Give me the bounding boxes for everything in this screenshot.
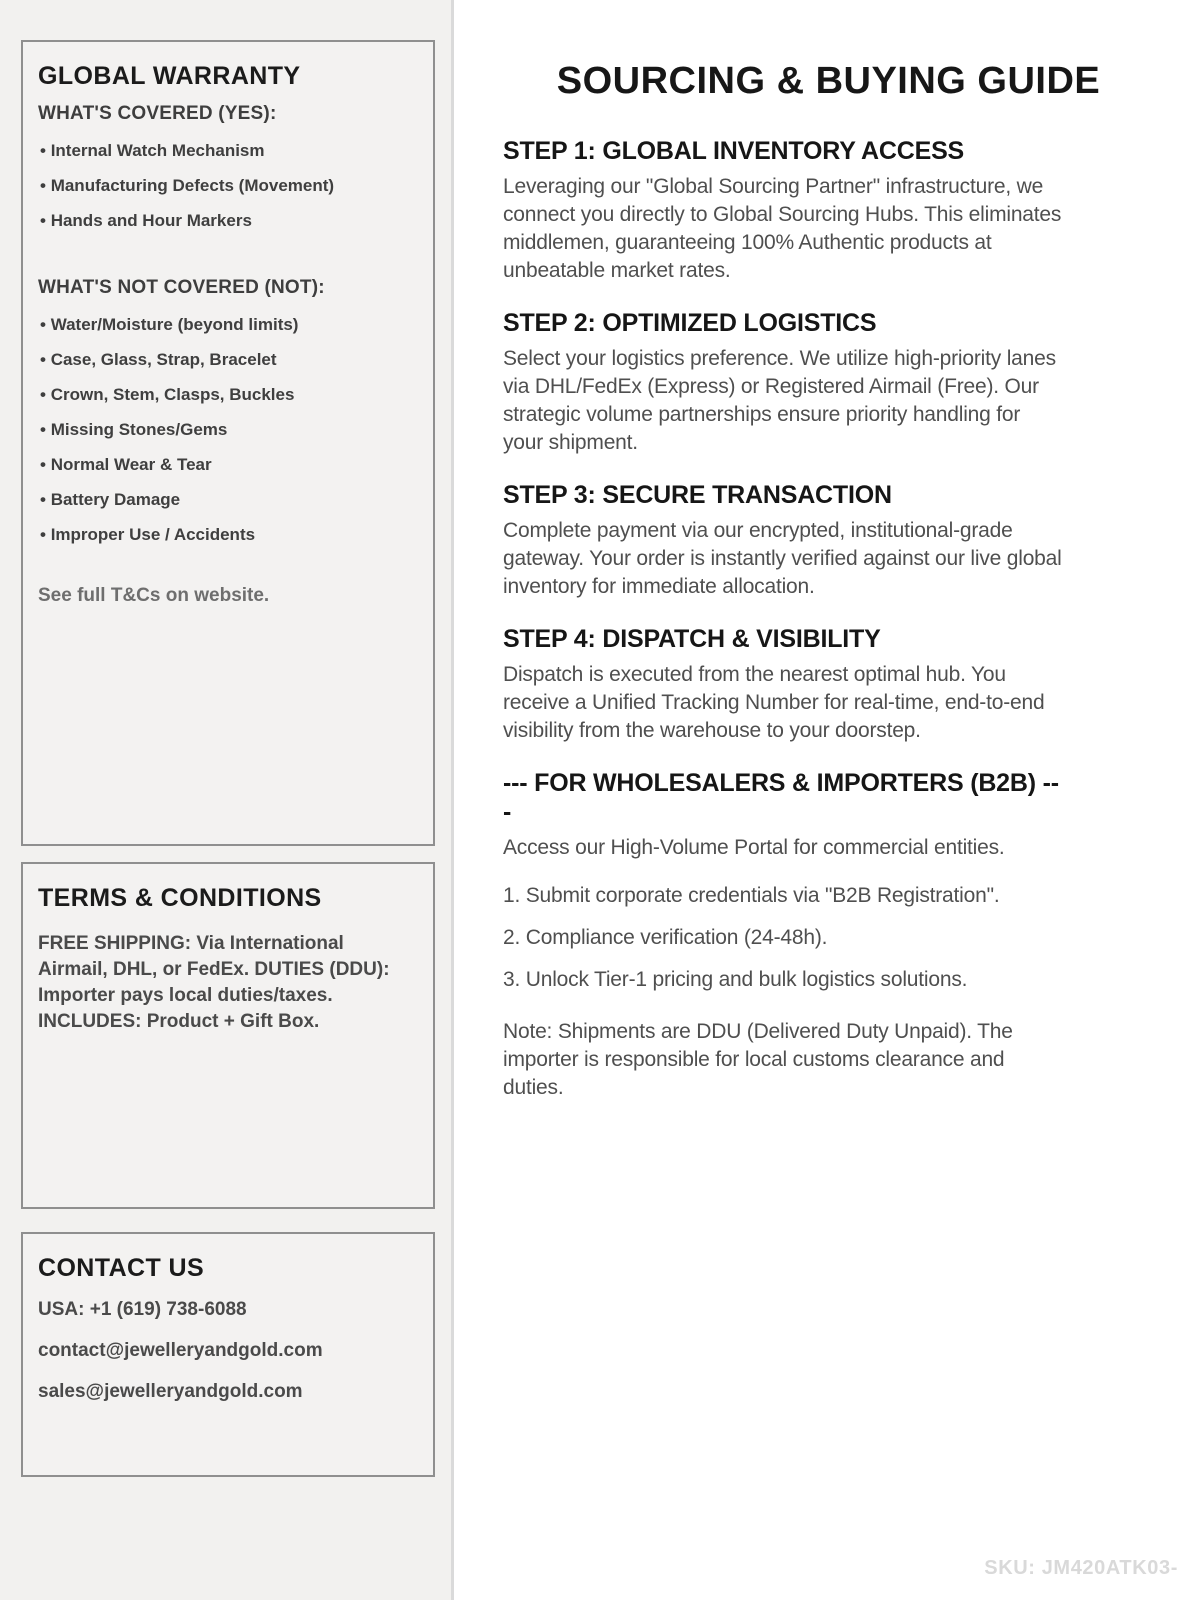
warranty-covered-title: WHAT'S COVERED (YES): xyxy=(38,103,277,124)
b2b-intro: Access our High-Volume Portal for commercial entities. xyxy=(503,836,1005,859)
warranty-footnote: See full T&Cs on website. xyxy=(38,585,270,606)
b2b-item-3: 3. Unlock Tier-1 pricing and bulk logistics solutions. xyxy=(503,968,968,991)
warranty-box xyxy=(21,40,435,846)
contact-phone: USA: +1 (619) 738-6088 xyxy=(38,1299,247,1320)
warranty-covered-list xyxy=(38,141,418,231)
step-1-section xyxy=(503,137,1063,285)
warranty-not-covered-list xyxy=(38,315,418,545)
sidebar xyxy=(0,0,454,1600)
step-2-heading: STEP 2: OPTIMIZED LOGISTICS xyxy=(503,309,877,337)
list-item: • Case, Glass, Strap, Bracelet xyxy=(40,350,418,370)
warranty-not-covered-title: WHAT'S NOT COVERED (NOT): xyxy=(38,277,325,298)
terms-title: TERMS & CONDITIONS xyxy=(38,884,322,912)
step-4-body: Dispatch is executed from the nearest optimal hub. You receive a Unified Tracking Number for real-time, end-to-end visibility from the warehouse to your doorstep. xyxy=(503,663,1045,742)
terms-body: FREE SHIPPING: Via International Airmail, DHL, or FedEx. DUTIES (DDU): Importer pays local duties/taxes. INCLUDES: Product + Gift Box. xyxy=(38,933,390,1032)
list-item: • Missing Stones/Gems xyxy=(40,420,418,440)
step-3-body: Complete payment via our encrypted, institutional-grade gateway. Your order is instantly verified against our live global inventory for immediate allocation. xyxy=(503,519,1062,598)
list-item: • Internal Watch Mechanism xyxy=(40,141,418,161)
warranty-title: GLOBAL WARRANTY xyxy=(38,62,301,90)
step-2-body: Select your logistics preference. We utilize high-priority lanes via DHL/FedEx (Express) or Registered Airmail (Free). Our strategic volume partnerships ensure priority handling for your shipment. xyxy=(503,347,1056,454)
contact-box xyxy=(21,1232,435,1477)
contact-title: CONTACT US xyxy=(38,1254,205,1282)
step-1-body: Leveraging our "Global Sourcing Partner" infrastructure, we connect you directly to Global Sourcing Hubs. This eliminates middlemen, guaranteeing 100% Authentic products at unbeatable market rates. xyxy=(503,175,1062,282)
list-item: • Normal Wear & Tear xyxy=(40,455,418,475)
guide-sections xyxy=(503,137,1063,1102)
terms-box xyxy=(21,862,435,1209)
b2b-item-2: 2. Compliance verification (24-48h). xyxy=(503,926,828,949)
list-item: • Battery Damage xyxy=(40,490,418,510)
step-3-section xyxy=(503,481,1063,601)
list-item: • Water/Moisture (beyond limits) xyxy=(40,315,418,335)
main-content xyxy=(457,0,1200,1600)
step-1-heading: STEP 1: GLOBAL INVENTORY ACCESS xyxy=(503,137,965,165)
b2b-heading: --- FOR WHOLESALERS & IMPORTERS (B2B) --- xyxy=(503,769,1059,826)
b2b-item-1: 1. Submit corporate credentials via "B2B Registration". xyxy=(503,884,1000,907)
b2b-note: Note: Shipments are DDU (Delivered Duty Unpaid). The importer is responsible for local customs clearance and duties. xyxy=(503,1020,1013,1099)
contact-email-sales: sales@jewelleryandgold.com xyxy=(38,1381,303,1402)
sku-watermark: SKU: JM420ATK03- xyxy=(984,1557,1178,1579)
step-3-heading: STEP 3: SECURE TRANSACTION xyxy=(503,481,892,509)
step-2-section xyxy=(503,309,1063,457)
page-title: SOURCING & BUYING GUIDE xyxy=(556,60,1101,102)
list-item: • Hands and Hour Markers xyxy=(40,211,418,231)
list-item: • Manufacturing Defects (Movement) xyxy=(40,176,418,196)
contact-email-primary: contact@jewelleryandgold.com xyxy=(38,1340,323,1361)
step-4-heading: STEP 4: DISPATCH & VISIBILITY xyxy=(503,625,881,653)
list-item: • Crown, Stem, Clasps, Buckles xyxy=(40,385,418,405)
b2b-section xyxy=(503,769,1063,1102)
list-item: • Improper Use / Accidents xyxy=(40,525,418,545)
step-4-section xyxy=(503,625,1063,745)
